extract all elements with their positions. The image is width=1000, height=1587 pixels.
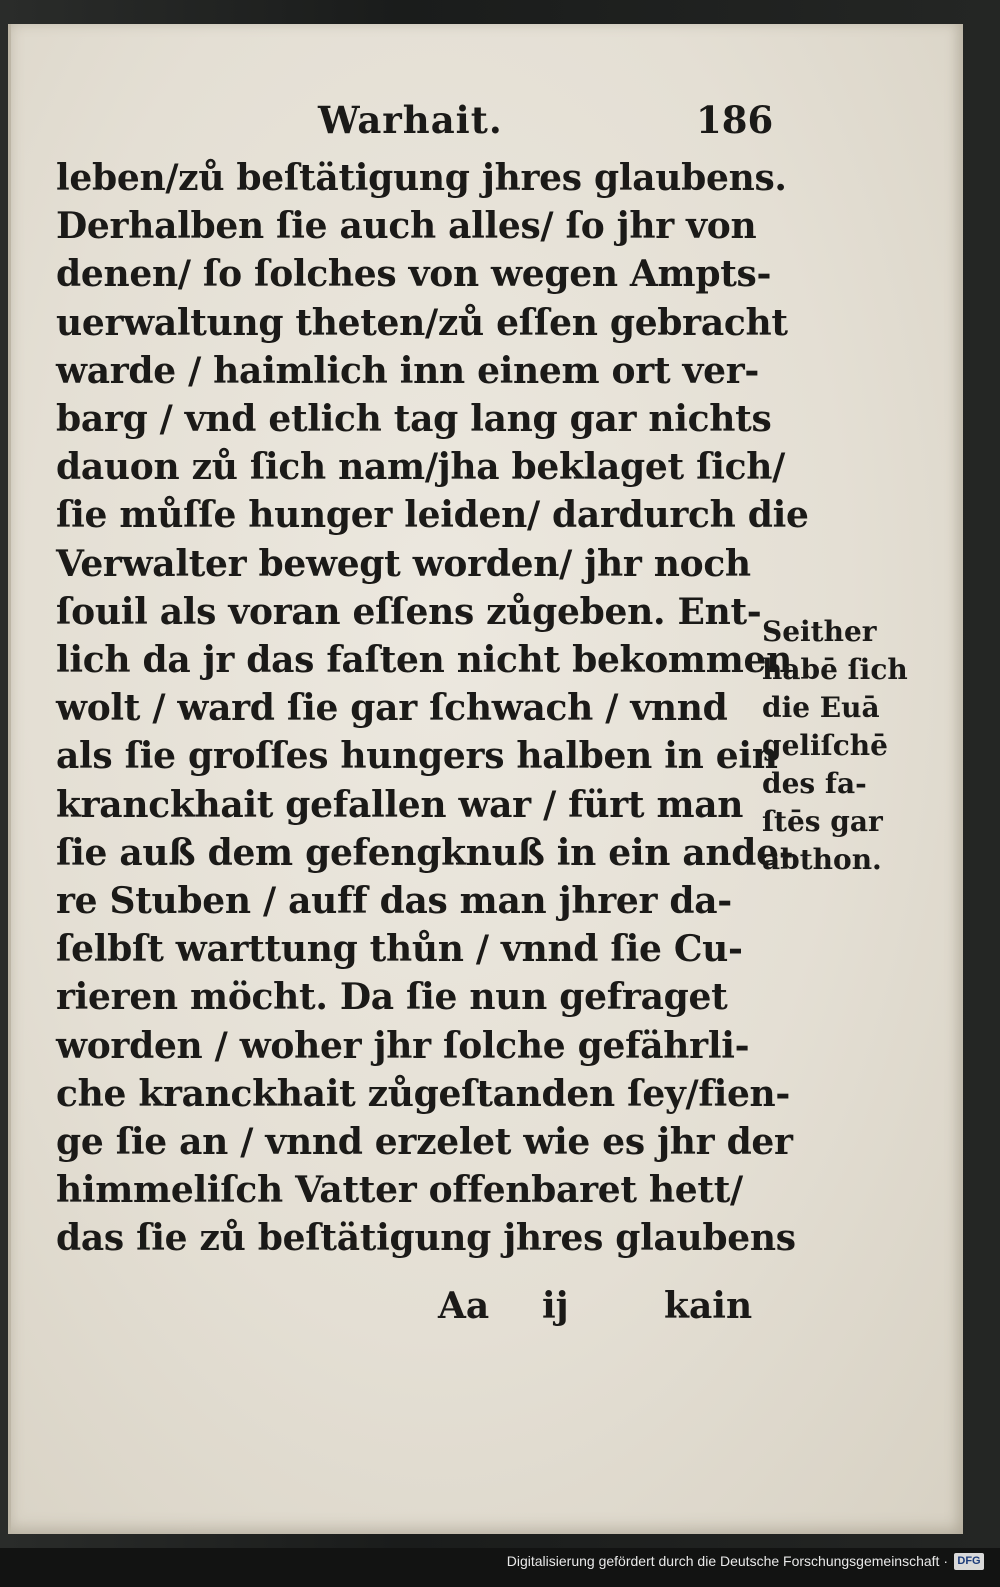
- page-number: 186: [696, 98, 774, 142]
- body-line: re Stuben / auff das man jhrer da-: [56, 880, 732, 922]
- margin-note-line: habē ſich: [762, 653, 908, 686]
- body-line: lich da jr das faſten nicht bekommen: [56, 639, 792, 681]
- body-line: als ſie groſſes hungers halben in ein: [56, 735, 778, 778]
- body-line: ſouil als voran eſſens zůgeben. Ent-: [56, 590, 762, 633]
- body-line: wolt / ward ſie gar ſchwach / vnnd: [56, 687, 728, 730]
- digitization-credit: Digitalisierung gefördert durch die Deutsche Forschungsgemeinschaft ·: [506, 1553, 948, 1569]
- body-line: rieren möcht. Da ſie nun gefraget: [56, 976, 728, 1019]
- dfg-logo-icon: DFG: [954, 1553, 984, 1570]
- margin-note-line: Seither: [762, 615, 877, 648]
- body-line: himmeliſch Vatter offenbaret hett/: [56, 1169, 743, 1212]
- running-head: Warhait.: [318, 98, 503, 142]
- body-line: ge ſie an / vnnd erzelet wie es jhr der: [56, 1121, 793, 1163]
- body-line: ſie auß dem gefengknuß in ein ande-: [56, 831, 794, 874]
- body-line: Verwalter bewegt worden/ jhr noch: [56, 542, 751, 585]
- margin-note-line: ſtēs gar: [762, 805, 883, 838]
- body-line: worden / woher jhr ſolche gefährli-: [56, 1024, 750, 1067]
- body-line: denen/ ſo ſolches von wegen Ampts-: [56, 253, 772, 296]
- signature-mark: Aa: [438, 1285, 490, 1327]
- body-line: ſelbſt warttung thůn / vnnd ſie Cu-: [56, 928, 743, 971]
- body-line: leben/zů beſtätigung jhres glaubens.: [56, 157, 787, 199]
- body-line: warde / haimlich inn einem ort ver-: [56, 349, 760, 392]
- body-line: uerwaltung theten/zů eſſen gebracht: [56, 301, 788, 344]
- body-line: barg / vnd etlich tag lang gar nichts: [56, 398, 772, 440]
- margin-note-line: die Euā: [762, 691, 880, 724]
- body-line: Derhalben ſie auch alles/ ſo jhr von: [56, 205, 757, 248]
- body-line: das ſie zů beſtätigung jhres glaubens: [56, 1217, 796, 1260]
- body-line: che kranckhait zůgeſtanden ſey/fien-: [56, 1072, 791, 1115]
- body-line: kranckhait gefallen war / fürt man: [56, 783, 744, 826]
- margin-note-line: geliſchē: [762, 729, 888, 762]
- catchword: kain: [664, 1285, 753, 1327]
- body-line: dauon zů ſich nam/jha beklaget ſich/: [56, 446, 785, 489]
- margin-note-line: abthon.: [762, 843, 882, 876]
- margin-note-line: des fa-: [762, 767, 867, 800]
- body-line: ſie můſſe hunger leiden/ dardurch die: [56, 494, 809, 537]
- signature-number: ij: [542, 1285, 569, 1327]
